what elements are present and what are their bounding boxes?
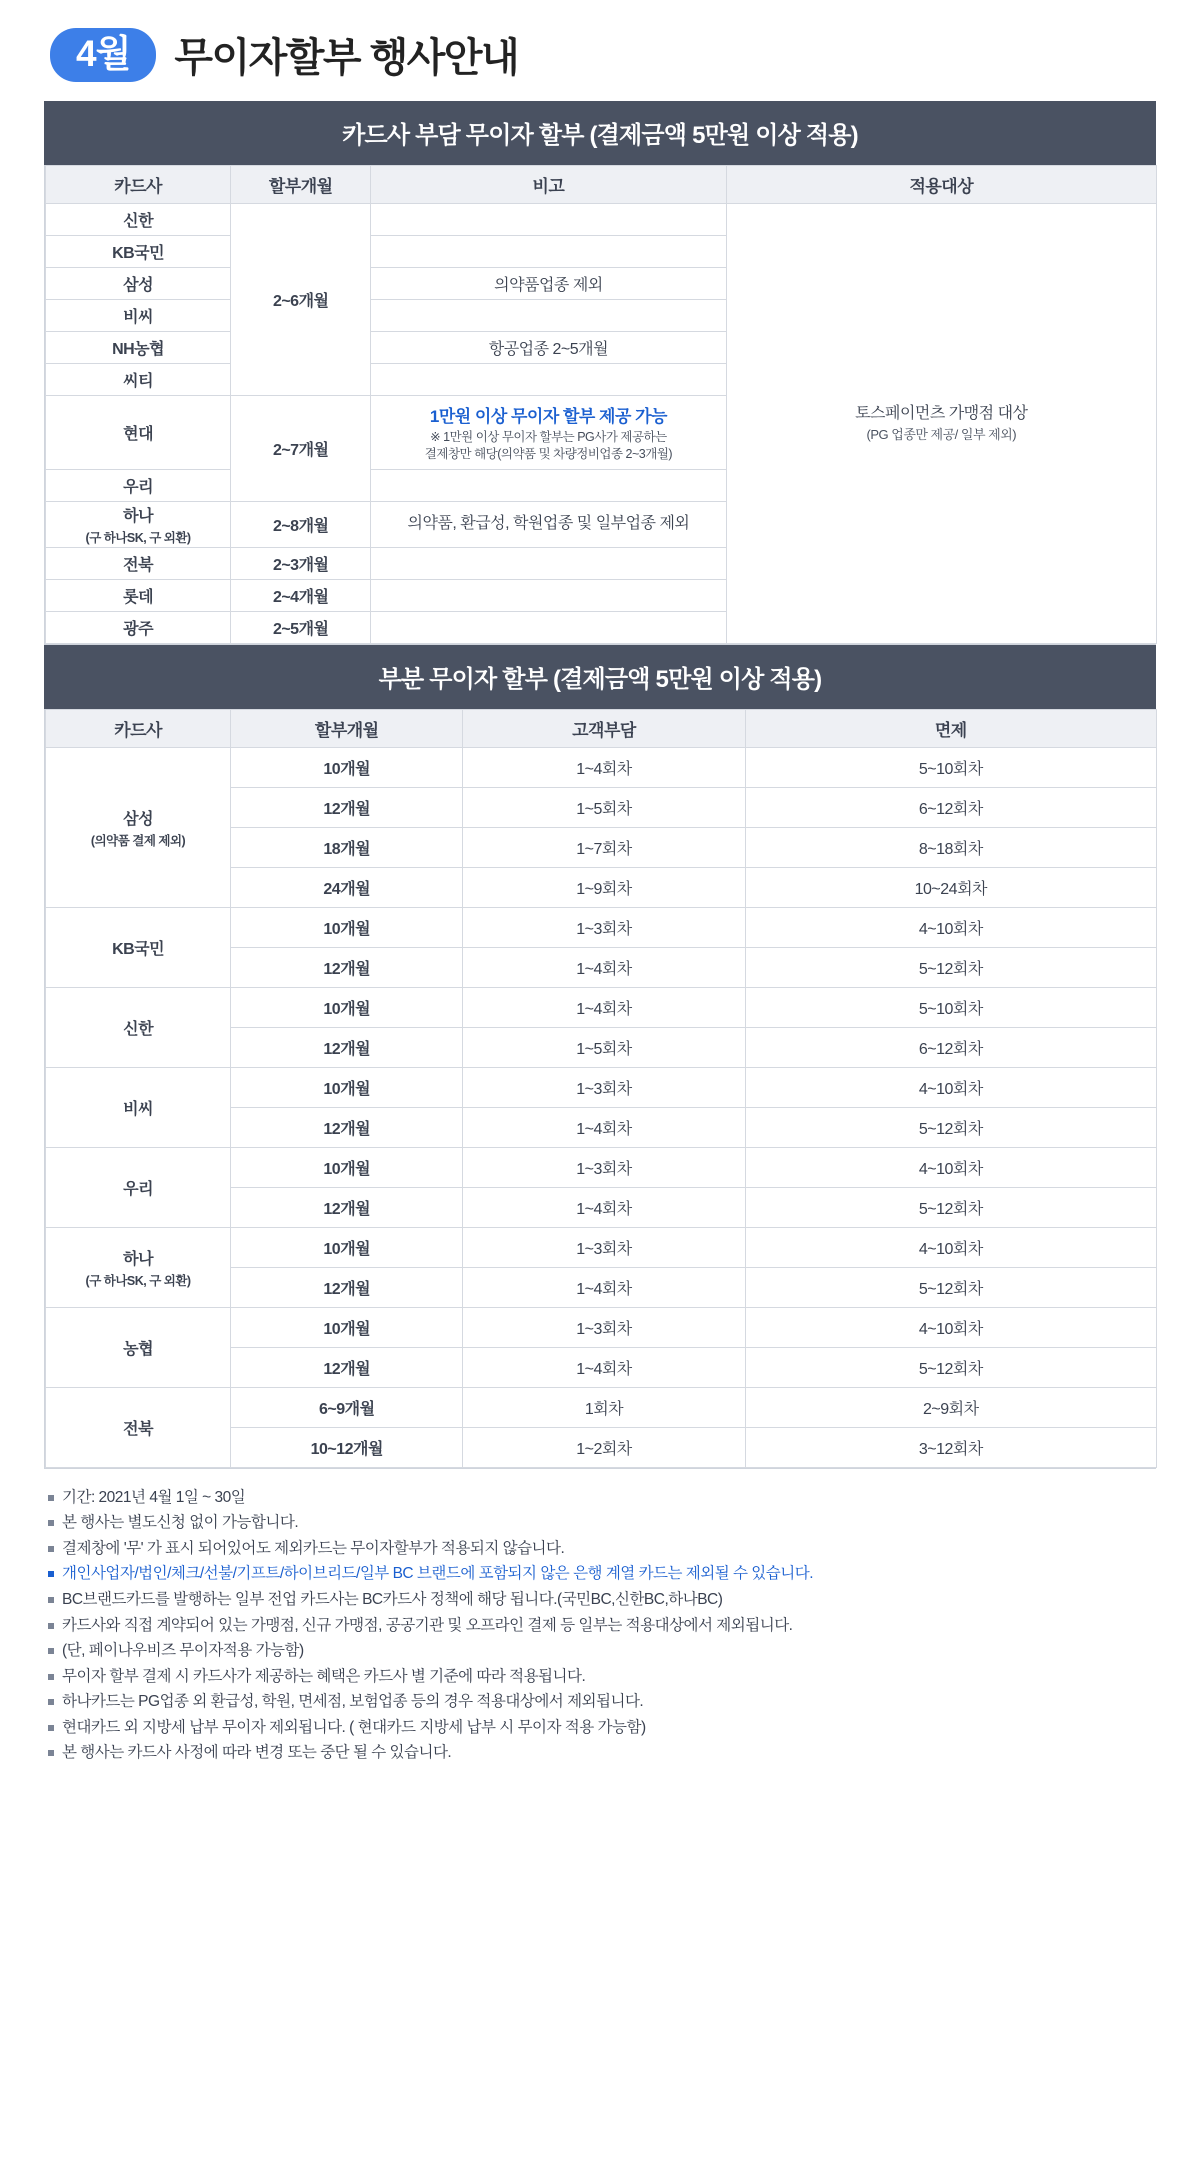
table2-exempt: 4~10회차: [745, 1307, 1156, 1347]
table1-note-shinhan: [371, 204, 726, 236]
table1-header-row: [46, 166, 1157, 204]
table2-exempt: 6~12회차: [745, 787, 1156, 827]
page-title: 무이자할부 행사안내: [174, 36, 519, 80]
table2-exempt: 5~12회차: [745, 947, 1156, 987]
table1-card-samsung: 삼성: [46, 268, 231, 300]
table2-exempt: 5~10회차: [745, 987, 1156, 1027]
bullet-icon: [48, 1699, 54, 1705]
bullet-icon: [48, 1546, 54, 1552]
table2-months: 18개월: [231, 827, 463, 867]
note-item: [48, 1664, 1156, 1690]
table1-card-hana-sub: (구 하나SK, 구 외환): [85, 530, 191, 545]
table1-months-gwangju: 2~5개월: [231, 611, 371, 643]
table2-months: 10개월: [231, 1147, 463, 1187]
table2-card-shinhan: 신한: [46, 987, 231, 1067]
table2-exempt: 4~10회차: [745, 1067, 1156, 1107]
table1-months-group-1: 2~6개월: [231, 204, 371, 396]
table1-card-nh: NH농협: [46, 332, 231, 364]
table2-card-nh: 농협: [46, 1307, 231, 1387]
note-item: [48, 1740, 1156, 1766]
table1-col-target: 적용대상: [726, 166, 1156, 204]
note-item: [48, 1689, 1156, 1715]
table2-customer: 1~4회차: [463, 987, 745, 1027]
note-text: (단, 페이나우비즈 무이자적용 가능함): [62, 1642, 304, 1660]
table2-customer: 1~4회차: [463, 947, 745, 987]
table1-note-hana: 의약품, 환급성, 학원업종 및 일부업종 제외: [371, 501, 726, 547]
table2-card-bc: 비씨: [46, 1067, 231, 1147]
bullet-icon: [48, 1750, 54, 1756]
table2-customer: 1~3회차: [463, 1307, 745, 1347]
table2-exempt: 3~12회차: [745, 1427, 1156, 1467]
table2-months: 10개월: [231, 1307, 463, 1347]
note-item: [48, 1613, 1156, 1639]
table1-card-shinhan: 신한: [46, 204, 231, 236]
table1-card-bc: 비씨: [46, 300, 231, 332]
table2-col-months: 할부개월: [231, 709, 463, 747]
bullet-icon: [48, 1571, 54, 1577]
table2-months: 12개월: [231, 1187, 463, 1227]
bullet-icon: [48, 1725, 54, 1731]
table1-hyundai-note-title: 1만원 이상 무이자 할부 제공 가능: [429, 407, 667, 426]
table2: [45, 709, 1157, 1468]
table2-col-customer: 고객부담: [463, 709, 745, 747]
table1-note-bc: [371, 300, 726, 332]
bullet-icon: [48, 1495, 54, 1501]
table2-months: 6~9개월: [231, 1387, 463, 1427]
table2-card-kb: KB국민: [46, 907, 231, 987]
bullet-icon: [48, 1597, 54, 1603]
note-item: [48, 1587, 1156, 1613]
table1-col-card: 카드사: [46, 166, 231, 204]
note-item: [48, 1715, 1156, 1741]
table1-note-nh: 항공업종 2~5개월: [371, 332, 726, 364]
table-row: [46, 1147, 1157, 1187]
table2-customer: 1회차: [463, 1387, 745, 1427]
table2-exempt: 8~18회차: [745, 827, 1156, 867]
table1-note-hyundai: [371, 396, 726, 470]
table2-customer: 1~5회차: [463, 787, 745, 827]
table2-customer: 1~4회차: [463, 747, 745, 787]
footer-notes: [44, 1485, 1156, 1766]
table2-months: 10개월: [231, 907, 463, 947]
table1-months-jeonbuk: 2~3개월: [231, 547, 371, 579]
table2-months: 12개월: [231, 1027, 463, 1067]
table2-exempt: 4~10회차: [745, 1147, 1156, 1187]
note-item: [48, 1638, 1156, 1664]
table-row: [46, 1387, 1157, 1427]
table2-months: 12개월: [231, 787, 463, 827]
table2-months: 12개월: [231, 1267, 463, 1307]
bullet-icon: [48, 1623, 54, 1629]
table2-band-title: 부분 무이자 할부 (결제금액 5만원 이상 적용): [44, 645, 1156, 709]
note-text: 개인사업자/법인/체크/선불/기프트/하이브리드/일부 BC 브랜드에 포함되지 않은 은행 계열 카드는 제외될 수 있습니다.: [62, 1565, 814, 1583]
bullet-icon: [48, 1648, 54, 1654]
table1-note-gwangju: [371, 611, 726, 643]
table2-exempt: 4~10회차: [745, 1227, 1156, 1267]
table1-col-note: 비고: [371, 166, 726, 204]
table2-exempt: 2~9회차: [745, 1387, 1156, 1427]
table2-exempt: 5~12회차: [745, 1347, 1156, 1387]
table2-card-hana-sub: (구 하나SK, 구 외환): [85, 1273, 191, 1288]
table-row: [46, 987, 1157, 1027]
table2-exempt: 5~12회차: [745, 1267, 1156, 1307]
page-header: [44, 18, 1156, 101]
table1-card-gwangju: 광주: [46, 611, 231, 643]
table1-card-hana: [46, 501, 231, 547]
table2-customer: 1~2회차: [463, 1427, 745, 1467]
table1-card-woori: 우리: [46, 469, 231, 501]
table1-months-hana: 2~8개월: [231, 501, 371, 547]
table2-card-samsung-main: 삼성: [123, 810, 154, 828]
table2-card-hana-main: 하나: [123, 1250, 154, 1268]
table-row: [46, 204, 1157, 236]
table2-card-woori: 우리: [46, 1147, 231, 1227]
table1-hyundai-note-body: ※ 1만원 이상 무이자 할부는 PG사가 제공하는 결제창만 해당(의약품 및 차량정비업종 2~3개월): [424, 430, 673, 461]
table1-card-lotte: 롯데: [46, 579, 231, 611]
table2-exempt: 4~10회차: [745, 907, 1156, 947]
note-text: BC브랜드카드를 발행하는 일부 전업 카드사는 BC카드사 정책에 해당 됩니다.(국민BC,신한BC,하나BC): [62, 1591, 723, 1608]
table1-card-hana-main: 하나: [123, 507, 154, 525]
table2-customer: 1~3회차: [463, 907, 745, 947]
bullet-icon: [48, 1520, 54, 1526]
table1-target-sub: (PG 업종만 제공/ 일부 제외): [866, 426, 1017, 442]
table-row: [46, 1307, 1157, 1347]
note-item: [48, 1510, 1156, 1536]
table1-note-citi: [371, 364, 726, 396]
table1-card-kb: KB국민: [46, 236, 231, 268]
bullet-icon: [48, 1674, 54, 1680]
table1-band-title: 카드사 부담 무이자 할부 (결제금액 5만원 이상 적용): [44, 101, 1156, 165]
table-row: [46, 747, 1157, 787]
table2-customer: 1~9회차: [463, 867, 745, 907]
table2-months: 10개월: [231, 747, 463, 787]
table2-header-row: [46, 709, 1157, 747]
table2-card-samsung-sub: (의약품 결제 제외): [90, 833, 186, 848]
table-row: [46, 1227, 1157, 1267]
table1-target-cell: [726, 204, 1156, 644]
note-text: 무이자 할부 결제 시 카드사가 제공하는 혜택은 카드사 별 기준에 따라 적용됩니다.: [62, 1667, 586, 1685]
table2-card-jeonbuk: 전북: [46, 1387, 231, 1467]
table2-customer: 1~7회차: [463, 827, 745, 867]
table1-note-woori: [371, 469, 726, 501]
table1: [45, 165, 1157, 644]
table2-block: [44, 709, 1156, 1469]
table2-exempt: 5~10회차: [745, 747, 1156, 787]
table1-target-main: 토스페이먼츠 가맹점 대상: [855, 405, 1028, 423]
table1-card-citi: 씨티: [46, 364, 231, 396]
table2-months: 10개월: [231, 1067, 463, 1107]
table1-col-months: 할부개월: [231, 166, 371, 204]
note-text: 본 행사는 별도신청 없이 가능합니다.: [62, 1514, 299, 1532]
note-text: 현대카드 외 지방세 납부 무이자 제외됩니다. ( 현대카드 지방세 납부 시 무이자 적용 가능함): [62, 1718, 646, 1736]
table2-col-exempt: 면제: [745, 709, 1156, 747]
table2-card-samsung: [46, 747, 231, 907]
table1-block: [44, 165, 1156, 645]
note-text: 본 행사는 카드사 사정에 따라 변경 또는 중단 될 수 있습니다.: [62, 1744, 452, 1762]
note-item: [48, 1561, 1156, 1587]
note-text: 하나카드는 PG업종 외 환급성, 학원, 면세점, 보험업종 등의 경우 적용대상에서 제외됩니다.: [62, 1693, 644, 1711]
table1-months-lotte: 2~4개월: [231, 579, 371, 611]
note-item: [48, 1485, 1156, 1511]
table2-months: 10개월: [231, 1227, 463, 1267]
note-text: 카드사와 직접 계약되어 있는 가맹점, 신규 가맹점, 공공기관 및 오프라인 결제 등 일부는 적용대상에서 제외됩니다.: [62, 1616, 793, 1634]
table2-months: 10개월: [231, 987, 463, 1027]
table2-exempt: 10~24회차: [745, 867, 1156, 907]
table2-customer: 1~4회차: [463, 1107, 745, 1147]
table2-col-card: 카드사: [46, 709, 231, 747]
table-row: [46, 1067, 1157, 1107]
table1-note-kb: [371, 236, 726, 268]
table1-note-samsung: 의약품업종 제외: [371, 268, 726, 300]
note-text: 기간: 2021년 4월 1일 ~ 30일: [62, 1488, 246, 1506]
table2-customer: 1~3회차: [463, 1227, 745, 1267]
month-badge: 4월: [50, 28, 156, 82]
table1-months-group-2: 2~7개월: [231, 396, 371, 502]
table1-note-lotte: [371, 579, 726, 611]
table2-months: 24개월: [231, 867, 463, 907]
table2-customer: 1~4회차: [463, 1267, 745, 1307]
table2-months: 12개월: [231, 1107, 463, 1147]
table2-customer: 1~3회차: [463, 1147, 745, 1187]
table2-customer: 1~4회차: [463, 1187, 745, 1227]
table1-note-jeonbuk: [371, 547, 726, 579]
table1-card-jeonbuk: 전북: [46, 547, 231, 579]
table2-customer: 1~3회차: [463, 1067, 745, 1107]
note-text: 결제창에 '무' 가 표시 되어있어도 제외카드는 무이자할부가 적용되지 않습니다.: [62, 1539, 565, 1557]
table2-card-hana: [46, 1227, 231, 1307]
table2-customer: 1~4회차: [463, 1347, 745, 1387]
table1-card-hyundai: 현대: [46, 396, 231, 470]
table2-exempt: 5~12회차: [745, 1187, 1156, 1227]
table-row: [46, 907, 1157, 947]
note-item: [48, 1536, 1156, 1562]
table2-exempt: 6~12회차: [745, 1027, 1156, 1067]
table2-customer: 1~5회차: [463, 1027, 745, 1067]
table2-months: 10~12개월: [231, 1427, 463, 1467]
table2-exempt: 5~12회차: [745, 1107, 1156, 1147]
table2-months: 12개월: [231, 947, 463, 987]
table2-months: 12개월: [231, 1347, 463, 1387]
